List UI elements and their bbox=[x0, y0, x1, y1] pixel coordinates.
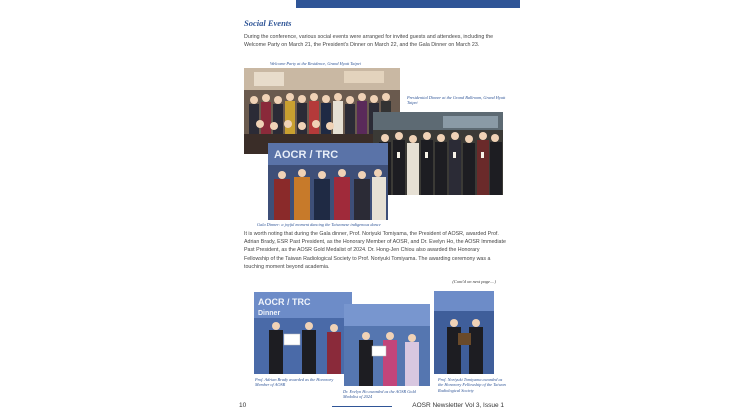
caption-presidential-dinner: Presidential Dinner at the Grand Ballroom, Grand Hyatt Taipei bbox=[407, 95, 506, 106]
photo-tomiyama-award bbox=[434, 291, 494, 374]
photo-brady-award bbox=[254, 292, 352, 374]
awards-paragraph: It is worth noting that during the Gala dinner, Prof. Noriyuki Tomiyama, the President of AOSR, awarded Prof. Adrian Brady, ESR Past President, as the Honorary Member of AOSR, and Dr. Evelyn Ho, the AOSR Immediate Past President, as the AOSR Gold Medalist of 2024. Dr. Hong-Jen Chiou also awarded the Honorary Fellowship of the Taiwan Radiological Society to Prof. Noriyuki Tomiyama. The awarding ceremony was a touching moment beyond academia. bbox=[244, 231, 506, 270]
stage-banner-word: Dinner bbox=[258, 310, 281, 317]
page-number: 10 bbox=[239, 402, 247, 409]
footer-divider bbox=[332, 406, 392, 407]
section-title: Social Events bbox=[244, 18, 292, 28]
stage-banner-text: AOCR / TRC bbox=[258, 297, 311, 307]
footer-title: AOSR Newsletter Vol 3, Issue 1 bbox=[412, 402, 504, 409]
caption-gala-dinner: Gala Dinner: a joyful moment dancing the Taiwanese indigenous dance bbox=[257, 222, 381, 227]
intro-paragraph: During the conference, various social events were arranged for invited guests and attendees, including the Welcome Party on March 21, the President's Dinner on March 22, and the Gala Dinner on March 23. bbox=[244, 34, 494, 49]
photo-gala-dinner bbox=[268, 143, 388, 220]
top-accent-bar bbox=[296, 0, 520, 8]
caption-ho-award: Dr. Evelyn Ho awarded as the AOSR Gold Medalist of 2024 bbox=[343, 389, 416, 400]
continued-note: (Cont'd on next page....) bbox=[452, 279, 496, 284]
gala-banner-text: AOCR / TRC bbox=[274, 149, 339, 161]
photo-presidential-dinner bbox=[373, 112, 503, 195]
caption-brady-award: Prof. Adrian Brady awarded as the Honorary Member of AOSR bbox=[255, 377, 334, 388]
caption-tomiyama-award: Prof. Noriyuki Tomiyama awarded as the Honorary Fellowship of the Taiwan Radiological Society bbox=[438, 377, 506, 393]
caption-welcome-party: Welcome Party at the Residence, Grand Hyatt Taipei bbox=[270, 61, 361, 66]
photo-ho-award bbox=[344, 304, 430, 386]
